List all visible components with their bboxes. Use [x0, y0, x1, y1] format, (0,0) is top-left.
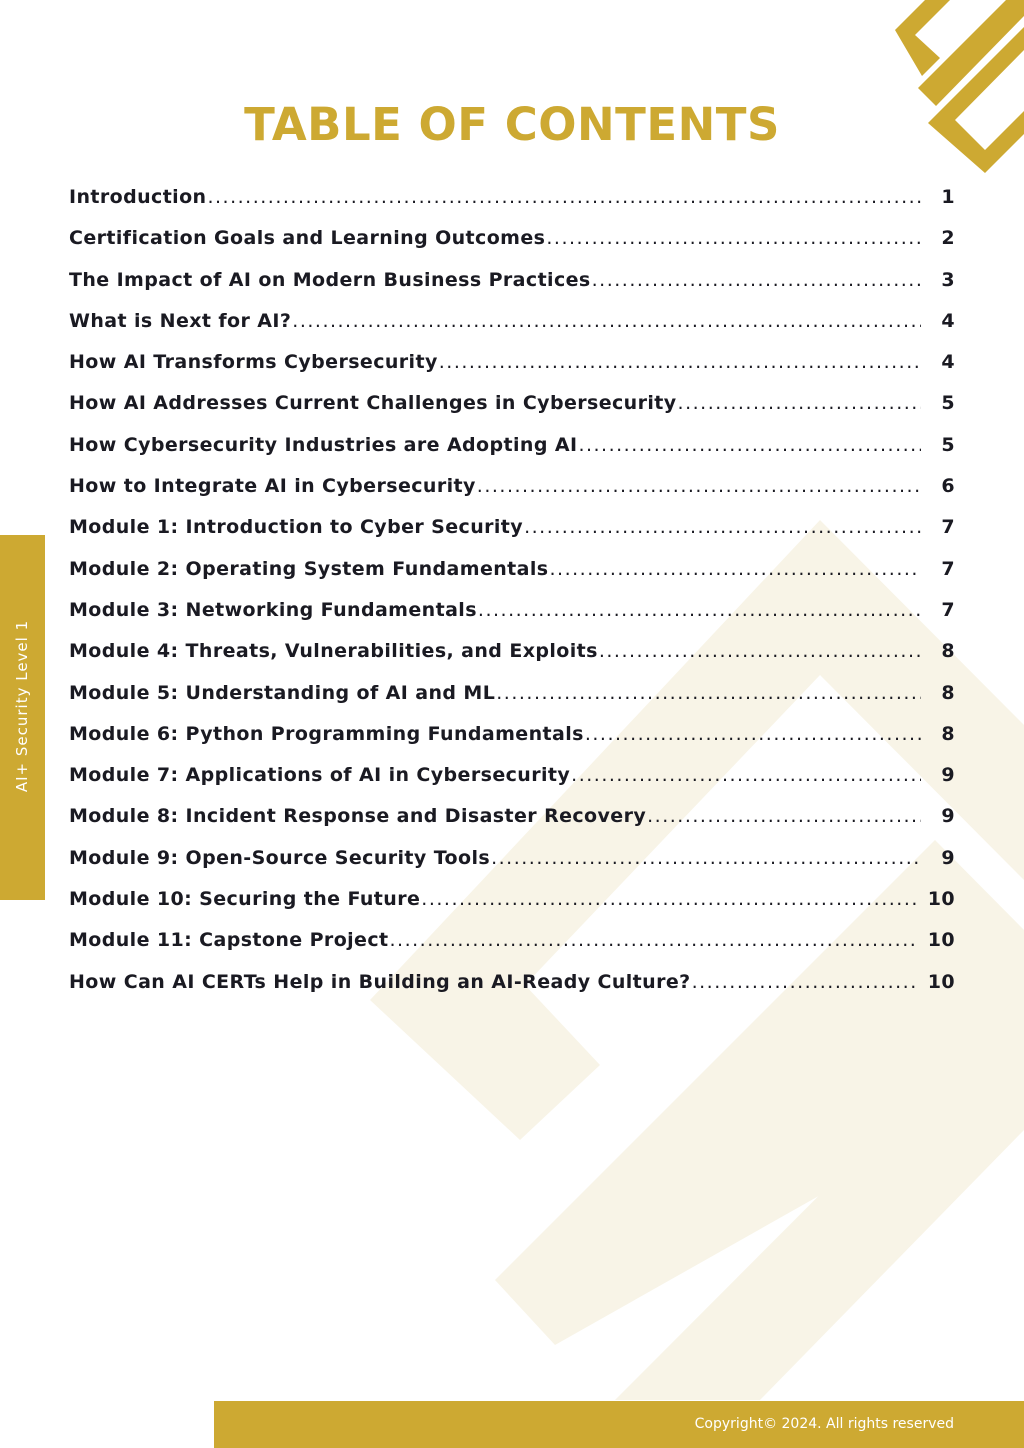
toc-entry[interactable]: [69, 599, 955, 640]
toc-entry[interactable]: [69, 929, 955, 970]
toc-entry[interactable]: [69, 351, 955, 392]
toc-entry-title: Module 6: Python Programming Fundamentals: [69, 722, 584, 745]
toc-entry-title: Introduction: [69, 186, 207, 208]
toc-dot-leader: [546, 227, 921, 249]
toc-entry-page: 8: [941, 722, 955, 745]
toc-dot-leader: [585, 723, 921, 745]
toc-entry-page: 5: [941, 433, 955, 456]
toc-entry-title: Module 9: Open-Source Security Tools: [69, 846, 491, 869]
toc-dot-leader: [571, 764, 921, 786]
toc-entry[interactable]: [69, 640, 955, 681]
toc-entry-page: 4: [941, 351, 955, 374]
toc-entry-page: 4: [941, 309, 955, 332]
toc-entry[interactable]: [69, 971, 955, 1012]
toc-entry-title: The Impact of AI on Modern Business Practices: [69, 268, 591, 291]
toc-entry-page: 9: [941, 846, 955, 869]
toc-dot-leader: [491, 847, 921, 869]
toc-dot-leader: [496, 682, 921, 704]
toc-entry[interactable]: [69, 310, 955, 351]
toc-dot-leader: [578, 434, 921, 456]
toc-entry[interactable]: [69, 475, 955, 516]
toc-dot-leader: [692, 971, 918, 993]
toc-entry[interactable]: [69, 847, 955, 888]
toc-entry-page: 6: [941, 475, 955, 498]
toc-entry-title: Module 7: Applications of AI in Cybersecurity: [69, 764, 571, 787]
toc-entry-title: What is Next for AI?: [69, 309, 292, 332]
toc-dot-leader: [592, 269, 921, 291]
toc-dot-leader: [550, 558, 921, 580]
toc-entry[interactable]: [69, 434, 955, 475]
toc-dot-leader: [207, 186, 921, 208]
page-title: TABLE OF CONTENTS: [244, 98, 780, 151]
toc-entry-page: 7: [941, 598, 955, 621]
toc-entry-page: 10: [927, 970, 955, 993]
toc-dot-leader: [292, 310, 921, 332]
toc-entry[interactable]: [69, 558, 955, 599]
toc-entry[interactable]: [69, 392, 955, 433]
side-tab-label: AI+ Security Level 1: [13, 619, 31, 793]
toc-entry-page: 1: [941, 186, 955, 208]
toc-dot-leader: [647, 805, 921, 827]
toc-entry-title: How Cybersecurity Industries are Adopting AI: [69, 433, 578, 456]
toc-entry-title: Module 2: Operating System Fundamentals: [69, 557, 549, 580]
toc-dot-leader: [524, 516, 921, 538]
toc-entry-page: 9: [941, 805, 955, 828]
toc-dot-leader: [477, 475, 921, 497]
toc-entry-title: Module 4: Threats, Vulnerabilities, and Exploits: [69, 640, 598, 663]
toc-entry-page: 8: [941, 640, 955, 663]
toc-entry[interactable]: [69, 186, 955, 227]
toc-entry-page: 7: [941, 516, 955, 539]
toc-entry-title: Module 11: Capstone Project: [69, 929, 389, 952]
toc-entry-page: 10: [927, 888, 955, 911]
toc-entry[interactable]: [69, 723, 955, 764]
toc-dot-leader: [478, 599, 921, 621]
table-of-contents: [69, 186, 955, 1012]
toc-entry-title: Module 5: Understanding of AI and ML: [69, 681, 496, 704]
toc-entry-page: 10: [927, 929, 955, 952]
toc-entry-title: How AI Addresses Current Challenges in Cybersecurity: [69, 392, 677, 415]
toc-entry-title: How Can AI CERTs Help in Building an AI-Ready Culture?: [69, 970, 691, 993]
toc-entry[interactable]: [69, 805, 955, 846]
toc-dot-leader: [390, 929, 918, 951]
toc-entry-page: 5: [941, 392, 955, 415]
toc-entry[interactable]: [69, 764, 955, 805]
toc-entry-page: 7: [941, 557, 955, 580]
toc-entry-title: How AI Transforms Cybersecurity: [69, 351, 438, 374]
footer-copyright: Copyright© 2024. All rights reserved: [694, 1416, 954, 1432]
toc-entry[interactable]: [69, 227, 955, 268]
toc-dot-leader: [599, 640, 921, 662]
toc-entry[interactable]: [69, 888, 955, 929]
toc-dot-leader: [678, 392, 921, 414]
toc-entry-title: Module 10: Securing the Future: [69, 888, 421, 911]
toc-entry[interactable]: [69, 516, 955, 557]
toc-entry-title: How to Integrate AI in Cybersecurity: [69, 475, 476, 498]
toc-entry-title: Certification Goals and Learning Outcomes: [69, 227, 546, 250]
toc-entry-page: 3: [941, 268, 955, 291]
toc-entry-title: Module 8: Incident Response and Disaster Recovery: [69, 805, 647, 828]
toc-entry-title: Module 1: Introduction to Cyber Security: [69, 516, 524, 539]
toc-dot-leader: [439, 351, 921, 373]
toc-entry[interactable]: [69, 682, 955, 723]
toc-entry-page: 9: [941, 764, 955, 787]
toc-entry-page: 8: [941, 681, 955, 704]
toc-entry-page: 2: [941, 227, 955, 250]
toc-entry-title: Module 3: Networking Fundamentals: [69, 598, 477, 621]
toc-entry[interactable]: [69, 269, 955, 310]
toc-dot-leader: [421, 888, 917, 910]
